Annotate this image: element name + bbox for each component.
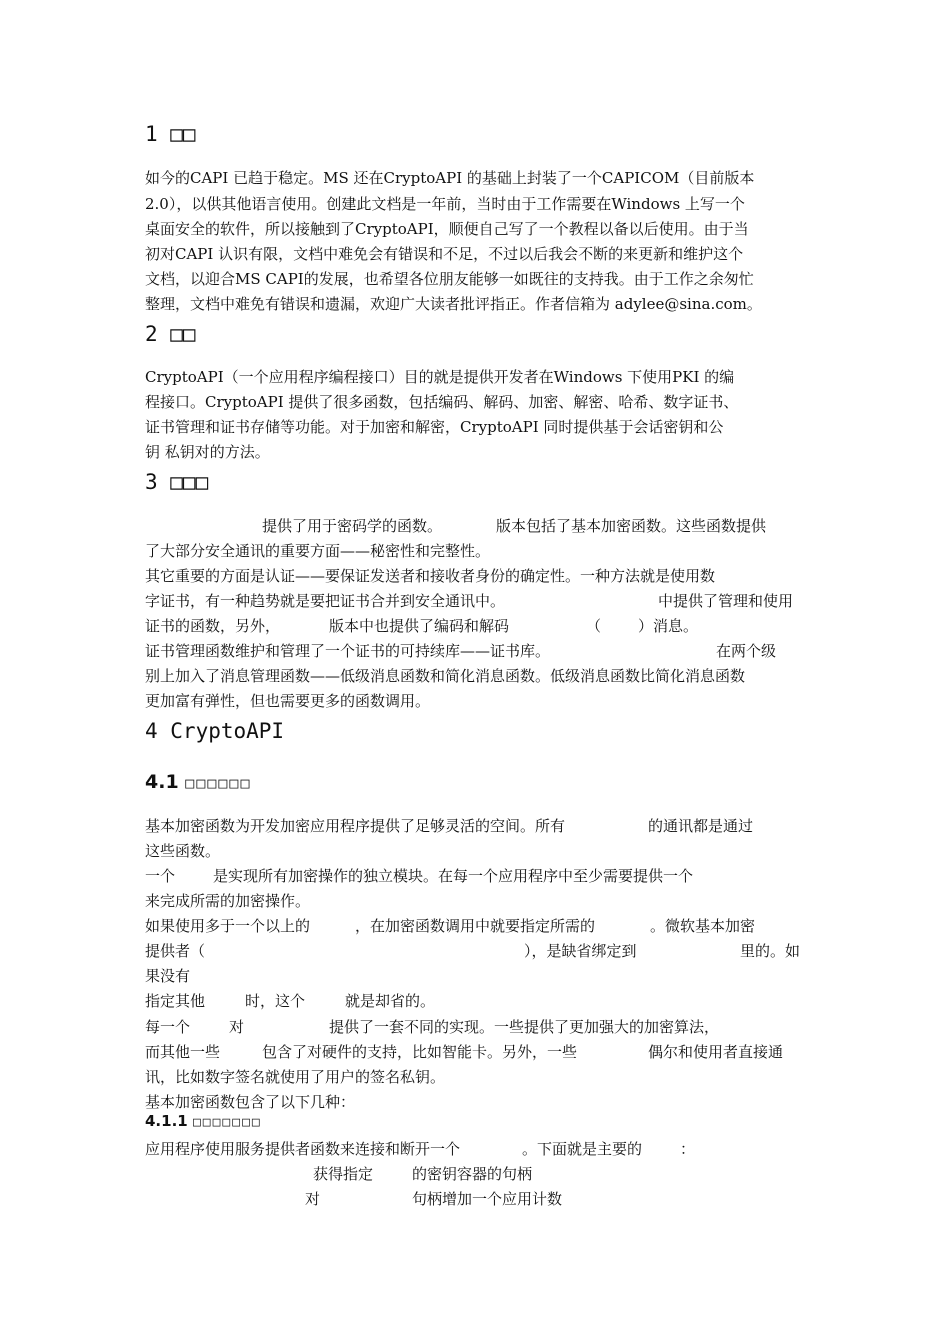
paragraph-line: 别上加入了消息管理函数——低级消息函数和简化消息函数。低级消息函数比简化消息函数 — [145, 667, 746, 685]
text-fragment: 包含了对硬件的支持，比如智能卡。另外，一些 — [262, 1043, 578, 1061]
text-fragment: 如果使用多于一个以上的 — [145, 917, 311, 935]
text-fragment: （ — [586, 617, 602, 635]
text-fragment: 是实现所有加密操作的独立模块。在每一个应用程序中至少需要提供一个 — [213, 867, 694, 885]
text-fragment: ），是缺省绑定到 — [524, 942, 637, 960]
text-fragment: 。微软基本加密 — [650, 917, 756, 935]
text-fragment: 在两个级 — [716, 642, 777, 660]
paragraph-line: 如今的CAPI 已趋于稳定。MS 还在CryptoAPI 的基础上封装了一个CAPICOM（目前版本 — [145, 169, 755, 187]
paragraph-line: 这些函数。 — [145, 842, 221, 860]
text-fragment: 就是却省的。 — [345, 992, 436, 1010]
text-fragment: 每一个 — [145, 1018, 191, 1036]
section-4-1-1-heading — [145, 1112, 262, 1130]
section-2-heading: 2 □□ — [145, 322, 196, 346]
paragraph-line: 其它重要的方面是认证——要保证发送者和接收者身份的确定性。一种方法就是使用数 — [145, 567, 716, 585]
text-fragment: 基本加密函数为开发加密应用程序提供了足够灵活的空间。所有 — [145, 817, 566, 835]
paragraph-line: 基本加密函数包含了以下几种： — [145, 1093, 356, 1111]
paragraph-line: 钥 私钥对的方法。 — [145, 443, 270, 461]
paragraph-line: 果没有 — [145, 967, 191, 985]
paragraph-line: 更加富有弹性，但也需要更多的函数调用。 — [145, 692, 431, 710]
text-fragment: 对 — [305, 1190, 321, 1208]
section-3-heading: 3 □□□ — [145, 470, 209, 494]
paragraph-line: 来完成所需的加密操作。 — [145, 892, 311, 910]
paragraph-line: 文档，以迎合MS CAPI的发展，也希望各位朋友能够一如既往的支持我。由于工作之余匆忙 — [145, 270, 754, 288]
text-fragment: ，在加密函数调用中就要指定所需的 — [355, 917, 596, 935]
paragraph-line: 整理，文档中难免有错误和遗漏，欢迎广大读者批评指正。作者信箱为 adylee@sina.com。 — [145, 295, 762, 313]
text-fragment: 而其他一些 — [145, 1043, 221, 1061]
section-4-heading: 4 CryptoAPI — [145, 719, 285, 743]
section-number: 4.1.1 — [145, 1112, 188, 1130]
paragraph-line: 了大部分安全通讯的重要方面——秘密性和完整性。 — [145, 542, 491, 560]
text-fragment: 的通讯都是通过 — [648, 817, 754, 835]
text-fragment: 指定其他 — [145, 992, 206, 1010]
text-fragment: 版本中也提供了编码和解码 — [329, 617, 510, 635]
section-4-1-heading — [145, 771, 251, 793]
section-title: □□□□□□□ — [192, 1115, 262, 1130]
text-fragment: ）消息。 — [638, 617, 699, 635]
section-number: 4.1 — [145, 771, 179, 793]
section-title: □□□□□□ — [185, 774, 252, 792]
text-fragment: 提供了用于密码学的函数。 — [262, 517, 443, 535]
paragraph-line: 讯，比如数字签名就使用了用户的签名私钥。 — [145, 1068, 446, 1086]
text-fragment: 应用程序使用服务提供者函数来连接和断开一个 — [145, 1140, 461, 1158]
text-fragment: 证书管理函数维护和管理了一个证书的可持续库——证书库。 — [145, 642, 551, 660]
paragraph-line: CryptoAPI（一个应用程序编程接口）目的就是提供开发者在Windows 下使用PKI 的编 — [145, 368, 735, 386]
text-fragment: 里的。如 — [740, 942, 801, 960]
text-fragment: 对 — [229, 1018, 245, 1036]
text-fragment: 时，这个 — [245, 992, 306, 1010]
paragraph-line: 程接口。CryptoAPI 提供了很多函数，包括编码、解码、加密、解密、哈希、数字证书、 — [145, 393, 739, 411]
text-fragment: 的密钥容器的句柄 — [412, 1165, 533, 1183]
text-fragment: ： — [680, 1140, 696, 1158]
text-fragment: 版本包括了基本加密函数。这些函数提供 — [496, 517, 767, 535]
text-fragment: 句柄增加一个应用计数 — [412, 1190, 563, 1208]
text-fragment: 字证书，有一种趋势就是要把证书合并到安全通讯中。 — [145, 592, 506, 610]
text-fragment: 获得指定 — [313, 1165, 374, 1183]
paragraph-line: 2.0），以供其他语言使用。创建此文档是一年前，当时由于工作需要在Windows 上写一个 — [145, 195, 745, 213]
section-1-heading: 1 □□ — [145, 122, 196, 146]
text-fragment: 。下面就是主要的 — [522, 1140, 643, 1158]
text-fragment: 证书的函数，另外， — [145, 617, 281, 635]
paragraph-line: 桌面安全的软件，所以接触到了CryptoAPI，顺便自己写了一个教程以备以后使用。由于当 — [145, 220, 749, 238]
paragraph-line: 初对CAPI 认识有限，文档中难免会有错误和不足，不过以后我会不断的来更新和维护这个 — [145, 245, 744, 263]
text-fragment: 提供者（ — [145, 942, 206, 960]
text-fragment: 偶尔和使用者直接通 — [648, 1043, 784, 1061]
text-fragment: 一个 — [145, 867, 176, 885]
text-fragment: 中提供了管理和使用 — [658, 592, 794, 610]
paragraph-line: 证书管理和证书存储等功能。对于加密和解密，CryptoAPI 同时提供基于会话密钥和公 — [145, 418, 724, 436]
text-fragment: 提供了一套不同的实现。一些提供了更加强大的加密算法， — [329, 1018, 720, 1036]
